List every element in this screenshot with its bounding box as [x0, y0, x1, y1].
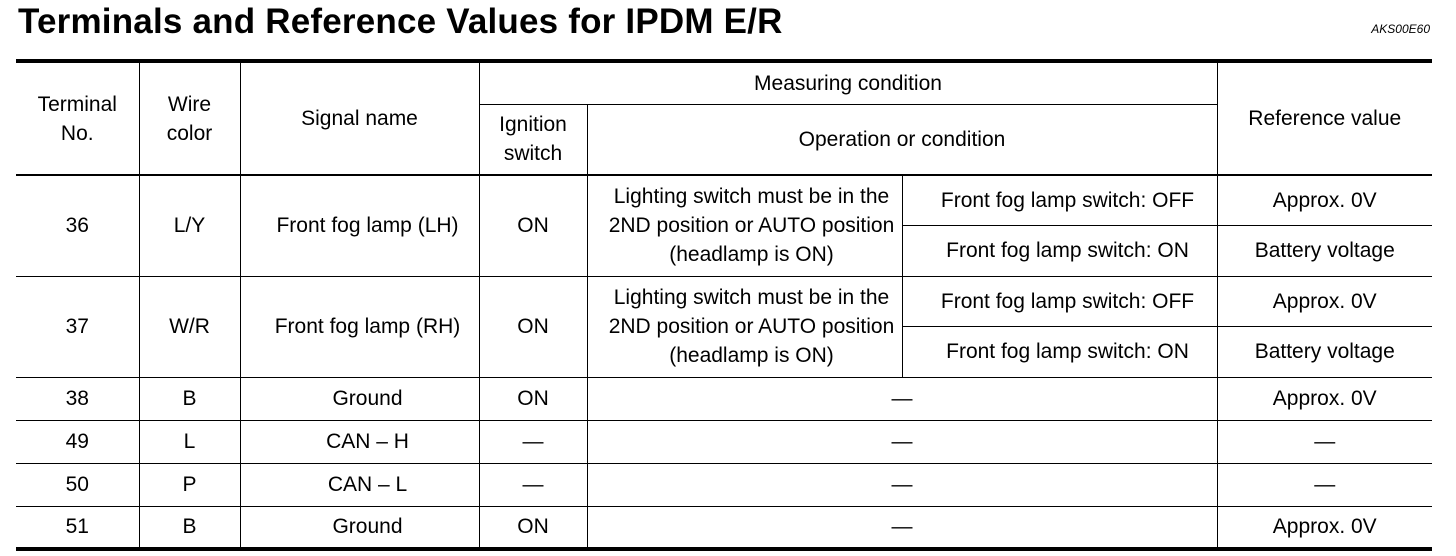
signal-name: Ground: [240, 377, 479, 420]
header-ignition-switch: Ignition switch: [479, 104, 587, 175]
terminals-table: [16, 59, 1432, 551]
wire-color: B: [139, 506, 240, 549]
terminal-number: 49: [16, 420, 139, 463]
ignition-switch: ON: [479, 506, 587, 549]
reference-value: Battery voltage: [1217, 225, 1432, 276]
reference-value: Approx. 0V: [1217, 506, 1432, 549]
header-terminal-no: Terminal No.: [16, 61, 139, 175]
operation-condition: Front fog lamp switch: ON: [902, 225, 1217, 276]
operation-condition: —: [587, 463, 1217, 506]
wire-color: B: [139, 377, 240, 420]
signal-name: CAN – H: [240, 420, 479, 463]
operation-condition: Front fog lamp switch: OFF: [902, 175, 1217, 225]
operation-condition: —: [587, 506, 1217, 549]
signal-name: CAN – L: [240, 463, 479, 506]
wire-color: P: [139, 463, 240, 506]
header-wire-color: Wire color: [139, 61, 240, 175]
operation-condition: —: [587, 377, 1217, 420]
header-signal-name: Signal name: [240, 61, 479, 175]
reference-value: Approx. 0V: [1217, 276, 1432, 326]
document-code: AKS00E60: [1371, 22, 1430, 36]
wire-color: W/R: [139, 276, 240, 377]
header-reference-value: Reference value: [1217, 61, 1432, 175]
terminal-number: 38: [16, 377, 139, 420]
ignition-switch: —: [479, 420, 587, 463]
header-operation-or-condition: Operation or condition: [587, 104, 1217, 175]
wire-color: L: [139, 420, 240, 463]
terminal-number: 36: [16, 175, 139, 276]
operation-condition: —: [587, 420, 1217, 463]
terminal-number: 51: [16, 506, 139, 549]
reference-value: —: [1217, 463, 1432, 506]
reference-value: Approx. 0V: [1217, 175, 1432, 225]
operation-condition: Front fog lamp switch: ON: [902, 326, 1217, 377]
terminal-number: 50: [16, 463, 139, 506]
reference-value: Approx. 0V: [1217, 377, 1432, 420]
ignition-switch: —: [479, 463, 587, 506]
reference-value: Battery voltage: [1217, 326, 1432, 377]
ignition-switch: ON: [479, 276, 587, 377]
lighting-condition: Lighting switch must be in the 2ND position or AUTO position (headlamp is ON): [587, 175, 902, 276]
reference-value: —: [1217, 420, 1432, 463]
signal-name: Ground: [240, 506, 479, 549]
ignition-switch: ON: [479, 175, 587, 276]
ignition-switch: ON: [479, 377, 587, 420]
wire-color: L/Y: [139, 175, 240, 276]
lighting-condition: Lighting switch must be in the 2ND position or AUTO position (headlamp is ON): [587, 276, 902, 377]
signal-name: Front fog lamp (LH): [240, 175, 479, 276]
operation-condition: Front fog lamp switch: OFF: [902, 276, 1217, 326]
signal-name: Front fog lamp (RH): [240, 276, 479, 377]
page-title: Terminals and Reference Values for IPDM E/R: [18, 2, 783, 41]
terminal-number: 37: [16, 276, 139, 377]
header-measuring-condition: Measuring condition: [479, 61, 1217, 104]
